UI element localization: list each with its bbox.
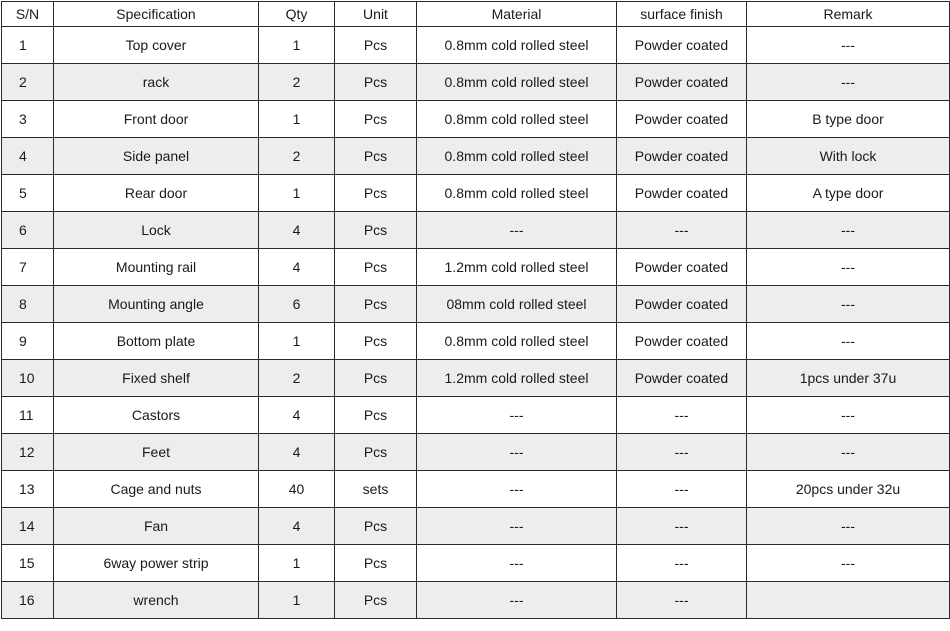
cell-material: --- <box>417 471 617 508</box>
header-specification: Specification <box>54 2 259 27</box>
cell-unit: Pcs <box>335 286 417 323</box>
cell-sn: 16 <box>2 582 54 619</box>
cell-sn: 8 <box>2 286 54 323</box>
cell-remark: A type door <box>747 175 950 212</box>
cell-surface-finish: --- <box>617 434 747 471</box>
table-row <box>2 471 950 508</box>
cell-material: --- <box>417 434 617 471</box>
cell-remark: --- <box>747 286 950 323</box>
table-row <box>2 27 950 64</box>
cell-unit: Pcs <box>335 323 417 360</box>
table-row <box>2 434 950 471</box>
cell-material: 0.8mm cold rolled steel <box>417 64 617 101</box>
table-row <box>2 101 950 138</box>
cell-unit: Pcs <box>335 101 417 138</box>
specification-table <box>1 1 950 619</box>
cell-specification: Front door <box>54 101 259 138</box>
header-material: Material <box>417 2 617 27</box>
cell-remark: --- <box>747 397 950 434</box>
cell-unit: Pcs <box>335 360 417 397</box>
cell-specification: Fan <box>54 508 259 545</box>
cell-material: 0.8mm cold rolled steel <box>417 175 617 212</box>
table-row <box>2 545 950 582</box>
cell-specification: Feet <box>54 434 259 471</box>
cell-specification: Rear door <box>54 175 259 212</box>
cell-qty: 4 <box>259 249 335 286</box>
cell-remark: --- <box>747 64 950 101</box>
cell-surface-finish: Powder coated <box>617 138 747 175</box>
cell-sn: 2 <box>2 64 54 101</box>
cell-unit: Pcs <box>335 434 417 471</box>
table-row <box>2 397 950 434</box>
cell-sn: 4 <box>2 138 54 175</box>
cell-specification: Bottom plate <box>54 323 259 360</box>
cell-surface-finish: Powder coated <box>617 175 747 212</box>
table-header <box>2 2 950 27</box>
cell-qty: 4 <box>259 212 335 249</box>
cell-specification: wrench <box>54 582 259 619</box>
cell-remark <box>747 582 950 619</box>
cell-sn: 13 <box>2 471 54 508</box>
cell-sn: 15 <box>2 545 54 582</box>
cell-remark: With lock <box>747 138 950 175</box>
cell-specification: rack <box>54 64 259 101</box>
cell-material: 0.8mm cold rolled steel <box>417 27 617 64</box>
table-row <box>2 64 950 101</box>
cell-material: 1.2mm cold rolled steel <box>417 249 617 286</box>
cell-sn: 14 <box>2 508 54 545</box>
table-row <box>2 175 950 212</box>
cell-specification: Mounting angle <box>54 286 259 323</box>
table-row <box>2 508 950 545</box>
cell-specification: Fixed shelf <box>54 360 259 397</box>
cell-material: --- <box>417 582 617 619</box>
header-unit: Unit <box>335 2 417 27</box>
cell-qty: 4 <box>259 397 335 434</box>
cell-qty: 2 <box>259 64 335 101</box>
cell-material: --- <box>417 212 617 249</box>
cell-unit: Pcs <box>335 508 417 545</box>
cell-remark: --- <box>747 27 950 64</box>
cell-unit: Pcs <box>335 397 417 434</box>
cell-specification: Cage and nuts <box>54 471 259 508</box>
cell-sn: 5 <box>2 175 54 212</box>
cell-specification: 6way power strip <box>54 545 259 582</box>
table-row <box>2 286 950 323</box>
cell-remark: 1pcs under 37u <box>747 360 950 397</box>
table-body <box>2 27 950 619</box>
cell-surface-finish: Powder coated <box>617 360 747 397</box>
cell-unit: sets <box>335 471 417 508</box>
cell-remark: B type door <box>747 101 950 138</box>
cell-qty: 1 <box>259 27 335 64</box>
cell-sn: 1 <box>2 27 54 64</box>
cell-material: --- <box>417 508 617 545</box>
cell-qty: 40 <box>259 471 335 508</box>
cell-unit: Pcs <box>335 175 417 212</box>
cell-surface-finish: --- <box>617 582 747 619</box>
cell-unit: Pcs <box>335 64 417 101</box>
cell-qty: 1 <box>259 101 335 138</box>
cell-qty: 4 <box>259 508 335 545</box>
cell-sn: 3 <box>2 101 54 138</box>
cell-remark: --- <box>747 249 950 286</box>
cell-material: 0.8mm cold rolled steel <box>417 323 617 360</box>
cell-surface-finish: --- <box>617 508 747 545</box>
cell-remark: 20pcs under 32u <box>747 471 950 508</box>
cell-surface-finish: Powder coated <box>617 249 747 286</box>
cell-unit: Pcs <box>335 27 417 64</box>
cell-qty: 4 <box>259 434 335 471</box>
cell-surface-finish: Powder coated <box>617 101 747 138</box>
cell-specification: Castors <box>54 397 259 434</box>
cell-specification: Lock <box>54 212 259 249</box>
cell-sn: 9 <box>2 323 54 360</box>
cell-qty: 2 <box>259 360 335 397</box>
cell-surface-finish: Powder coated <box>617 64 747 101</box>
cell-surface-finish: Powder coated <box>617 27 747 64</box>
table-row <box>2 249 950 286</box>
cell-qty: 1 <box>259 323 335 360</box>
header-sn: S/N <box>2 2 54 27</box>
cell-material: --- <box>417 545 617 582</box>
header-surface-finish: surface finish <box>617 2 747 27</box>
cell-material: 0.8mm cold rolled steel <box>417 101 617 138</box>
table-row <box>2 360 950 397</box>
cell-sn: 7 <box>2 249 54 286</box>
cell-specification: Mounting rail <box>54 249 259 286</box>
cell-surface-finish: --- <box>617 397 747 434</box>
cell-sn: 11 <box>2 397 54 434</box>
cell-remark: --- <box>747 323 950 360</box>
header-remark: Remark <box>747 2 950 27</box>
cell-material: 1.2mm cold rolled steel <box>417 360 617 397</box>
table-row <box>2 212 950 249</box>
cell-sn: 6 <box>2 212 54 249</box>
cell-unit: Pcs <box>335 249 417 286</box>
cell-surface-finish: Powder coated <box>617 286 747 323</box>
cell-unit: Pcs <box>335 582 417 619</box>
table-row <box>2 138 950 175</box>
cell-qty: 1 <box>259 175 335 212</box>
cell-specification: Top cover <box>54 27 259 64</box>
cell-qty: 2 <box>259 138 335 175</box>
table-row <box>2 582 950 619</box>
header-row <box>2 2 950 27</box>
cell-specification: Side panel <box>54 138 259 175</box>
cell-qty: 1 <box>259 545 335 582</box>
cell-surface-finish: Powder coated <box>617 323 747 360</box>
cell-sn: 12 <box>2 434 54 471</box>
cell-remark: --- <box>747 212 950 249</box>
table-row <box>2 323 950 360</box>
cell-sn: 10 <box>2 360 54 397</box>
cell-surface-finish: --- <box>617 212 747 249</box>
cell-unit: Pcs <box>335 138 417 175</box>
cell-material: --- <box>417 397 617 434</box>
cell-qty: 1 <box>259 582 335 619</box>
cell-unit: Pcs <box>335 545 417 582</box>
cell-unit: Pcs <box>335 212 417 249</box>
cell-material: 0.8mm cold rolled steel <box>417 138 617 175</box>
cell-qty: 6 <box>259 286 335 323</box>
cell-surface-finish: --- <box>617 545 747 582</box>
cell-remark: --- <box>747 434 950 471</box>
cell-remark: --- <box>747 508 950 545</box>
header-qty: Qty <box>259 2 335 27</box>
cell-remark: --- <box>747 545 950 582</box>
cell-material: 08mm cold rolled steel <box>417 286 617 323</box>
cell-surface-finish: --- <box>617 471 747 508</box>
